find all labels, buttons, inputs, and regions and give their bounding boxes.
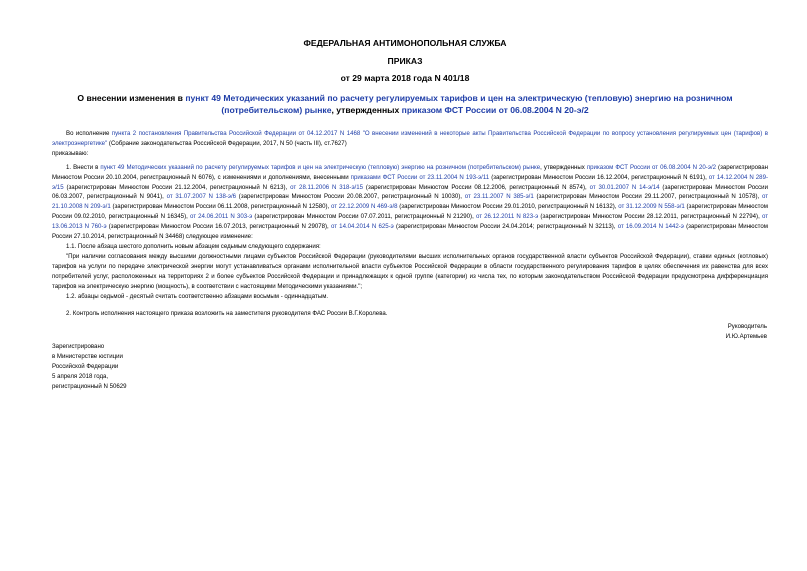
- item1-link[interactable]: от 26.12.2011 N 823-э: [475, 213, 539, 221]
- item1-text: (зарегистрирован Минюстом России 06.11.2008, регистрационный N 12580),: [110, 203, 332, 211]
- registration-line: Российской Федерации: [52, 362, 119, 370]
- item1-text: (зарегистрирован Минюстом России 06.03.2007, регистрационный N 9041),: [52, 183, 768, 201]
- item1-text: (зарегистрирован Минюстом России 29.11.2007, регистрационный N 10578),: [533, 193, 762, 201]
- item1-text: (зарегистрирован Минюстом России 21.12.2004, регистрационный N 6213),: [63, 183, 291, 191]
- item1-text: (зарегистрирован Минюстом России 09.02.2010, регистрационный N 16345),: [52, 203, 768, 221]
- item1-text: (зарегистрирован Минюстом России 20.10.2004, регистрационный N 6076), с изменениями и дополнениями, внесенными: [52, 163, 768, 181]
- item1-text: (зарегистрирован Минюстом России 07.07.2011, регистрационный N 21290),: [252, 213, 476, 221]
- item1-text: (зарегистрирован Минюстом России 20.08.2007, регистрационный N 10030),: [236, 193, 465, 201]
- preamble-source: (Собрание законодательства Российской Федерации, 2017, N 50 (часть III), ст.7627): [107, 139, 347, 147]
- document-title: [60, 93, 750, 116]
- item1-text: (зарегистрирован Минюстом России 29.01.2010, регистрационный N 16132),: [397, 203, 619, 211]
- registration-line: Зарегистрировано: [52, 343, 105, 350]
- order-word: приказываю:: [52, 149, 89, 157]
- item-1-paragraph: [52, 163, 768, 242]
- item1-text: (зарегистрирован Минюстом России 16.07.2013, регистрационный N 29078),: [106, 223, 331, 231]
- title-prefix: О внесении изменения в: [77, 93, 186, 103]
- registration-line: 5 апреля 2018 года,: [52, 372, 109, 380]
- registration-line: в Министерстве юстиции: [52, 352, 123, 360]
- item1-link[interactable]: от 23.11.2007 N 385-э/1: [464, 193, 534, 201]
- item1-link[interactable]: от 30.01.2007 N 14-э/14: [589, 183, 660, 191]
- document-type: ПРИКАЗ: [387, 56, 423, 66]
- title-link-methodology[interactable]: пункт 49 Методических указаний по расчету регулируемых тарифов и цен на электрическую (тепловую) энергию на розничном (потребительском) рынке: [185, 93, 733, 115]
- item1-text: (зарегистрирован Минюстом России 27.10.2014, регистрационный N 34468) следующее изменение:: [52, 223, 768, 241]
- item-2-paragraph: 2. Контроль исполнения настоящего приказа возложить на заместителя руководителя ФАС России В.Г.Королева.: [66, 310, 388, 318]
- document-date-number: от 29 марта 2018 года N 401/18: [340, 73, 470, 83]
- quoted-paragraph: "При наличии согласования между высшими должностными лицами субъектов Российской Федерации (руководителями высших исполнительных органов государственной власти субъектов Российской Федерации), ставки единых (котловых) тарифов на услуги по передаче электрической энергии могут устанавливаться органами исполнительной власти субъектов Российской Федерации в области государственного регулирования тарифов в целях обеспечения их равенства для всех потребителей услуг, расположенных на территориях 2 и более субъектов Российской Федерации и принадлежащих к одной группе (категории) из числа тех, по которым законодательством Российской Федерации предусмотрена дифференциация тарифов на электрическую энергию (мощность), в соответствии с настоящими Методическими указаниями.";: [52, 252, 768, 290]
- item1-link[interactable]: от 31.12.2009 N 558-э/1: [618, 203, 685, 211]
- preamble-text: Во исполнение: [66, 130, 112, 137]
- item1-text: (зарегистрирован Минюстом России 28.12.2011, регистрационный N 22794),: [538, 213, 762, 221]
- registration-block: [52, 342, 252, 392]
- item1-text: (зарегистрирован Минюстом России 24.04.2014; регистрационный N 32113),: [393, 223, 618, 231]
- item1-link[interactable]: от 14.04.2014 N 625-э: [330, 223, 394, 231]
- item1-link[interactable]: приказом ФСТ России от 06.08.2004 N 20-э/2: [586, 163, 717, 171]
- signature-block: [567, 322, 767, 342]
- item1-link[interactable]: от 21.10.2008 N 209-э/1: [52, 193, 768, 211]
- item1-link[interactable]: от 14.12.2004 N 289-э/15: [52, 173, 768, 191]
- item1-link[interactable]: приказами ФСТ России от 23.11.2004 N 193-э/11: [350, 173, 490, 181]
- item1-text: , утвержденных: [540, 163, 587, 171]
- signature-role: Руководитель: [727, 323, 767, 330]
- item1-text: 1. Внести в: [66, 163, 101, 171]
- registration-line: регистрационный N 50629: [52, 382, 127, 390]
- subitem-1-1: 1.1. После абзаца шестого дополнить новым абзацем седьмым следующего содержания:: [66, 242, 321, 250]
- item1-link[interactable]: пункт 49 Методических указаний по расчету регулируемых тарифов и цен на электрическую (тепловую) энергию на розничном (потребительском) рынке: [100, 163, 541, 171]
- item1-link[interactable]: от 28.11.2006 N 318-э/15: [290, 183, 364, 191]
- item1-link[interactable]: от 16.09.2014 N 1442-э: [617, 223, 684, 231]
- item1-text: (зарегистрирован Минюстом России 08.12.2006, регистрационный N 8574),: [363, 183, 590, 191]
- item1-text: (зарегистрирован Минюстом России 16.12.2004, регистрационный N 6191),: [489, 173, 709, 181]
- item1-link[interactable]: от 22.12.2009 N 469-э/8: [331, 203, 398, 211]
- preamble-paragraph: [52, 129, 768, 149]
- title-middle: , утвержденных: [331, 104, 402, 115]
- signature-name: И.Ю.Артемьев: [725, 332, 767, 340]
- preamble-link[interactable]: пункта 2 постановления Правительства Российской Федерации от 04.12.2017 N 1468 "О внесении изменений в некоторые акты Правительства Российской Федерации по вопросу установления регулируемых цен (тарифов) в электроэнергетике": [52, 130, 768, 147]
- title-link-order[interactable]: приказом ФСТ России от 06.08.2004 N 20-э/2: [401, 104, 589, 115]
- subitem-1-2: 1.2. абзацы седьмой - десятый считать соответственно абзацами восьмым - одиннадцатым.: [66, 292, 329, 300]
- document-body: [52, 129, 768, 319]
- item1-link[interactable]: от 31.07.2007 N 138-э/6: [166, 193, 237, 201]
- item1-link[interactable]: от 24.06.2011 N 303-э: [189, 213, 253, 221]
- item1-link[interactable]: от 13.06.2013 N 760-э: [52, 213, 768, 231]
- agency-heading: ФЕДЕРАЛЬНАЯ АНТИМОНОПОЛЬНАЯ СЛУЖБА: [303, 38, 507, 48]
